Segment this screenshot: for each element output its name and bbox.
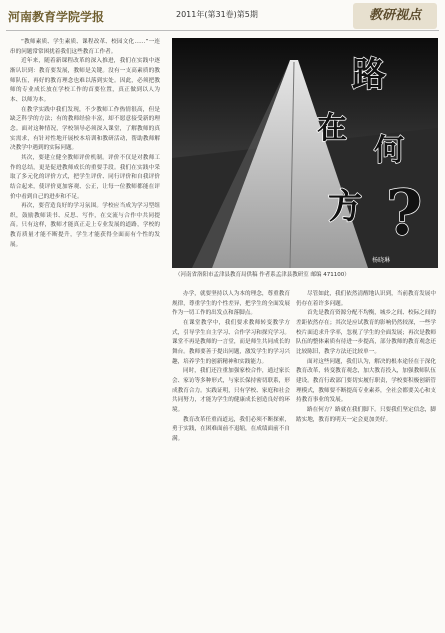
- paragraph: 路在何方？路就在我们脚下。只要我们坚定信念，脚踏实地，教育的明天一定会更加美好。: [296, 406, 436, 423]
- paragraph: 首先是教育资源分配不均衡，城乡之间、校际之间的差距依然存在；其次是应试教育的影响仍然较深，一些学校片面追求升学率，忽视了学生的全面发展；再次是教师队伍的整体素质有待进一步提高，部分教师的教育观念还比较陈旧，教学方法还比较单一。: [296, 310, 436, 355]
- journal-name: 河南教育学院学报: [8, 10, 105, 24]
- article-column-1: [10, 38, 160, 626]
- paragraph: 办学，就要坚持以人为本的理念，尊重教育规律，尊重学生的个性差异，把学生的全面发展作为一切工作的出发点和落脚点。: [172, 291, 290, 317]
- question-mark: ?: [386, 176, 423, 249]
- photo-credit: 杨晓琳: [372, 257, 391, 264]
- paragraph: “教师素质、学生素质、课程改革、校园文化……”一连串的问题常常困扰着我们这些教育工作者。: [10, 39, 160, 55]
- paragraph: 再次，要营造良好的学习氛围。学校应当成为学习型组织，鼓励教师读书、反思、写作，在交流与合作中共同提高。只有这样，教师才能真正走上专业发展的道路，学校的教育质量才能不断提升，学生才能获得全面而有个性的发展。: [10, 203, 160, 248]
- paragraph: 在课堂教学中，我们要求教师转变教学方式，引导学生自主学习、合作学习和探究学习。课堂不再是教师的一言堂，而是师生共同成长的舞台。教师要善于提出问题，激发学生的学习兴趣，培养学生的创新精神和实践能力。: [172, 319, 290, 365]
- paragraph: 其次，要建立健全教师评价机制。评价不仅是对教师工作的总结，更是促进教师成长的重要手段。我们在实践中采取了多元化的评价方式，把学生评价、同行评价和自我评价结合起来，使评价更加客观、公正，让每一位教师都能在评价中看到自己的进步和不足。: [10, 154, 160, 200]
- paragraph: 近年来，随着新课程改革的深入推进，我们在实践中逐渐认识到：教育要发展，教师是关键。没有一支高素质的教师队伍，再好的教育理念也难以落到实处。因此，必须把教师的专业成长放在学校工作的首要位置，真正做到以人为本、以师为本。: [10, 58, 160, 103]
- paragraph: 面对这些问题，我们认为，解决的根本途径在于深化教育改革，转变教育观念，加大教育投入，加强教师队伍建设。教育行政部门要切实履行职责，学校要积极创新管理模式，教师要不断提高专业素养，全社会都要关心和支持教育事业的发展。: [296, 358, 436, 404]
- issue-info: 2011年(第31卷)第5期: [176, 10, 258, 19]
- title-char-1: 路: [352, 55, 386, 95]
- article-column-3: [296, 290, 436, 625]
- header-divider: [6, 30, 439, 31]
- road-photo: [172, 38, 438, 268]
- column-badge: 教研视点: [353, 3, 437, 29]
- paragraph: 在教学实践中我们发现，不少教师工作热情很高，但是缺乏科学的方法；有的教师经验丰富，却不愿意接受新的理念。面对这种情况，学校领导必须深入课堂，了解教师的真实需求，有针对性地开展校本培训和教研活动，帮助教师解决教学中遇到的实际问题。: [10, 106, 160, 152]
- paragraph: 尽管如此，我们依然清醒地认识到，当前教育发展中仍存在着许多问题。: [296, 291, 436, 307]
- page-header: [0, 0, 445, 36]
- title-char-3: 何: [374, 133, 404, 168]
- paragraph: 教育改革任重而道远，我们必须不断探索，勇于实践，在困难面前不退缩，在成绩面前不自满。: [172, 416, 290, 442]
- title-char-2: 在: [317, 111, 347, 146]
- photo-caption: （河南省洛阳市孟津县教育局供稿 作者系孟津县教研室 邮编 471100）: [175, 272, 350, 278]
- paragraph: 同时，我们还注重加强家校合作，通过家长会、家访等多种形式，与家长保持密切联系，形成教育合力。实践证明，只有学校、家庭和社会共同努力，才能为学生的健康成长创造良好的环境。: [172, 368, 290, 413]
- title-char-4: 方: [328, 187, 362, 227]
- article-column-2: [172, 290, 290, 625]
